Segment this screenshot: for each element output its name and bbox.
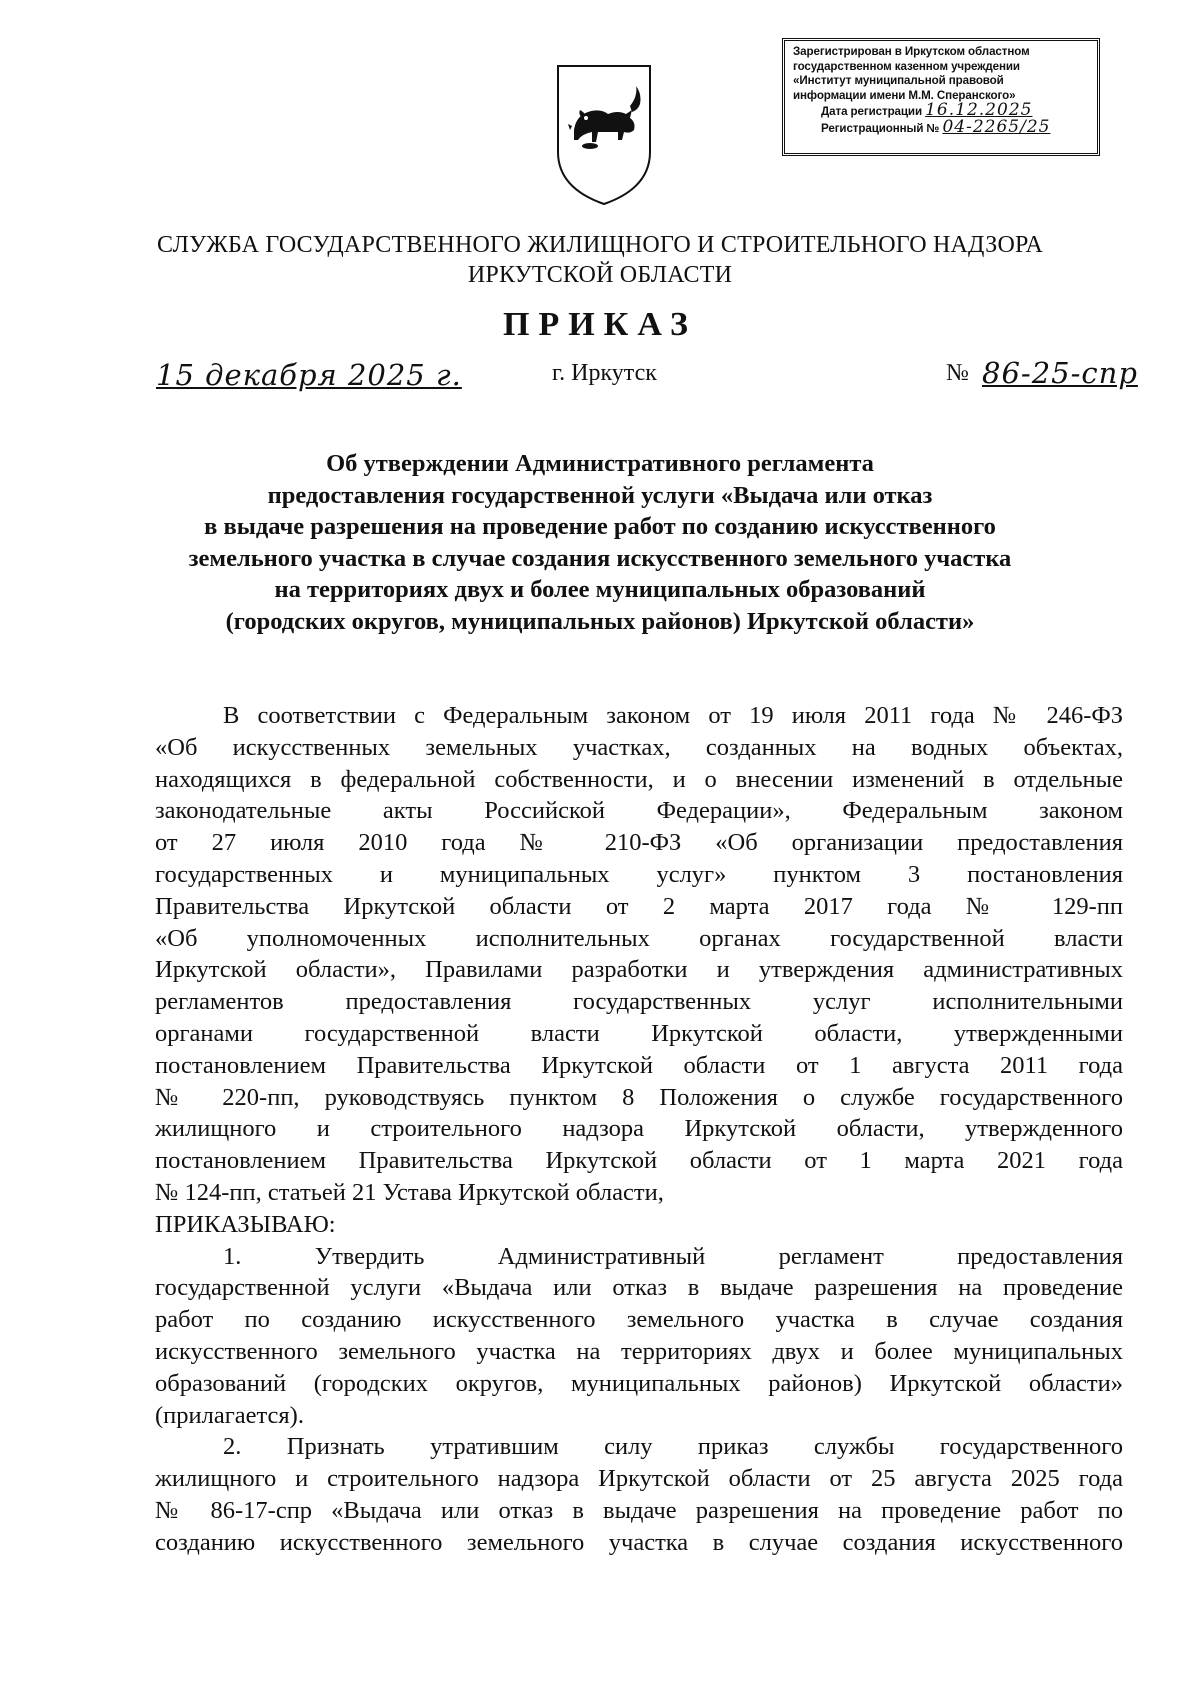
body-line: «Об искусственных земельных участках, созданных на водных объектах, xyxy=(155,733,1123,761)
coat-of-arms-emblem xyxy=(552,60,656,210)
registration-stamp xyxy=(782,38,1100,156)
body-line: «Об уполномоченных исполнительных органах государственной власти xyxy=(155,924,1123,952)
agency-name-line1: СЛУЖБА ГОСУДАРСТВЕННОГО ЖИЛИЩНОГО И СТРОИТЕЛЬНОГО НАДЗОРА xyxy=(157,232,1043,258)
stamp-reg-label: Регистрационный № xyxy=(821,121,940,135)
order-city: г. Иркутск xyxy=(552,360,657,386)
body-line: созданию искусственного земельного участка в случае создания искусственного xyxy=(155,1528,1123,1556)
body-line: работ по созданию искусственного земельного участка в случае создания xyxy=(155,1306,1123,1334)
agency-name-line2: ИРКУТСКОЙ ОБЛАСТИ xyxy=(467,262,733,288)
order-number-label: № xyxy=(946,360,969,386)
body-line: образований (городских округов, муниципальных районов) Иркутской области» xyxy=(155,1369,1123,1397)
body-line: № 124-пп, статьей 21 Устава Иркутской области, xyxy=(155,1178,664,1206)
body-line: № 220-пп, руководствуясь пунктом 8 Положения о службе государственного xyxy=(155,1083,1123,1111)
body-line: органами государственной власти Иркутской области, утвержденными xyxy=(155,1019,1123,1047)
document-type-title: ПРИКАЗ xyxy=(503,306,697,343)
body-line: жилищного и строительного надзора Иркутской области от 25 августа 2025 года xyxy=(155,1465,1123,1493)
heading-line: в выдаче разрешения на проведение работ по созданию искусственного xyxy=(204,513,996,540)
body-line: от 27 июля 2010 года № 210-ФЗ «Об организации предоставления xyxy=(155,829,1123,857)
stamp-date-label: Дата регистрации xyxy=(821,105,922,119)
body-line: постановлением Правительства Иркутской области от 1 августа 2011 года xyxy=(155,1051,1123,1079)
order-heading xyxy=(0,448,1200,637)
body-line: постановлением Правительства Иркутской области от 1 марта 2021 года xyxy=(155,1147,1123,1175)
body-line-ordering: ПРИКАЗЫВАЮ: xyxy=(155,1210,336,1238)
stamp-date-value: 16.12.2025 xyxy=(925,100,1033,121)
heading-line: (городских округов, муниципальных районов) Иркутской области» xyxy=(225,607,975,635)
body-line: № 86-17-спр «Выдача или отказ в выдаче разрешения на проведение работ по xyxy=(155,1496,1123,1524)
stamp-line: информации имени М.М. Сперанского» xyxy=(793,88,1016,102)
heading-line: Об утверждении Административного регламента xyxy=(326,450,874,477)
body-line: регламентов предоставления государственных услуг исполнительными xyxy=(155,988,1123,1016)
body-line: государственной услуги «Выдача или отказ в выдаче разрешения на проведение xyxy=(155,1274,1123,1302)
body-line: В соответствии с Федеральным законом от 19 июля 2011 года № 246-ФЗ xyxy=(223,702,1123,729)
order-date: 15 декабря 2025 г. xyxy=(156,358,462,392)
body-line: Правительства Иркутской области от 2 марта 2017 года № 129-пп xyxy=(155,892,1123,920)
body-line: Иркутской области», Правилами разработки и утверждения административных xyxy=(155,956,1123,984)
stamp-line: «Институт муниципальной правовой xyxy=(793,74,1004,88)
body-line: (прилагается). xyxy=(155,1401,304,1429)
order-body xyxy=(155,700,1123,1559)
heading-line: предоставления государственной услуги «Выдача или отказ xyxy=(267,481,933,509)
stamp-line: государственном казенном учреждении xyxy=(793,59,1020,73)
heading-line: на территориях двух и более муниципальных образований xyxy=(274,576,926,603)
body-line-item-1: 1. Утвердить Административный регламент предоставления xyxy=(223,1242,1123,1270)
body-line: находящихся в федеральной собственности, и о внесении изменений в отдельные xyxy=(155,765,1123,793)
heading-line: земельного участка в случае создания искусственного земельного участка xyxy=(188,544,1012,572)
body-line-item-2: 2. Признать утратившим силу приказ службы государственного xyxy=(223,1433,1123,1461)
stamp-line: Зарегистрирован в Иркутском областном xyxy=(793,45,1030,58)
body-line: государственных и муниципальных услуг» пунктом 3 постановления xyxy=(155,860,1123,888)
body-line: жилищного и строительного надзора Иркутской области, утвержденного xyxy=(155,1115,1123,1143)
order-number: 86-25-спр xyxy=(982,356,1138,390)
body-line: законодательные акты Российской Федерации», Федеральным законом xyxy=(155,797,1123,825)
stamp-reg-row xyxy=(793,116,1091,137)
body-line: искусственного земельного участка на территориях двух и более муниципальных xyxy=(155,1337,1123,1365)
stamp-reg-value: 04-2265/25 xyxy=(942,116,1051,137)
